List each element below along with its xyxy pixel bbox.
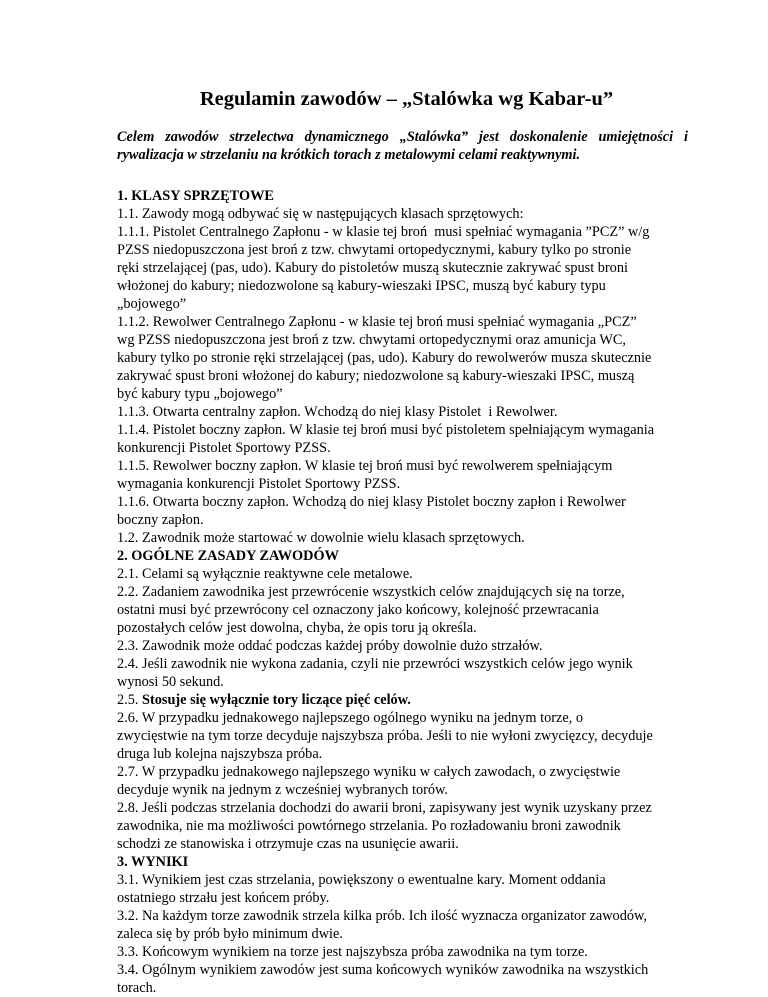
regulation-line: 1.1.3. Otwarta centralny zapłon. Wchodzą do niej klasy Pistolet i Rewolwer. xyxy=(117,404,558,420)
regulation-line: PZSS niedopuszczona jest broń z tzw. chwytami ortopedycznymi, kabury tylko po stronie xyxy=(117,242,632,258)
regulation-line: 1.1.2. Rewolwer Centralnego Zapłonu - w klasie tej broń musi spełniać wymagania „PCZ” xyxy=(117,314,637,330)
regulation-body xyxy=(117,187,688,997)
regulation-line: konkurencji Pistolet Sportowy PZSS. xyxy=(117,440,331,456)
regulation-line: 1.2. Zawodnik może startować w dowolnie wielu klasach sprzętowych. xyxy=(117,530,525,546)
section-heading: 2. OGÓLNE ZASADY ZAWODÓW xyxy=(117,548,339,564)
regulation-line: 2.8. Jeśli podczas strzelania dochodzi do awarii broni, zapisywany jest wynik uzyskany przez xyxy=(117,800,652,816)
regulation-line: ręki strzelającej (pas, udo). Kabury do pistoletów muszą skutecznie zakrywać spust broni xyxy=(117,260,628,276)
regulation-line: zaleca się by prób było minimum dwie. xyxy=(117,926,343,942)
regulation-line: 3.4. Ogólnym wynikiem zawodów jest suma końcowych wyników zawodnika na wszystkich xyxy=(117,962,649,978)
regulation-line: 2.3. Zawodnik może oddać podczas każdej próby dowolnie dużo strzałów. xyxy=(117,638,543,654)
regulation-line: 1.1. Zawody mogą odbywać się w następujących klasach sprzętowych: xyxy=(117,206,524,222)
regulation-line: 2.2. Zadaniem zawodnika jest przewrócenie wszystkich celów znajdujących się na torze, xyxy=(117,584,625,600)
intro-paragraph: Celem zawodów strzelectwa dynamicznego „Stalówka” jest doskonalenie umiejętności i rywalizacja w strzelaniu na krótkich torach z metalowymi celami reaktywnymi. xyxy=(117,129,688,163)
section-2-lines-b xyxy=(117,709,688,853)
regulation-line: wymagania konkurencji Pistolet Sportowy PZSS. xyxy=(117,476,401,492)
regulation-line: 1.1.5. Rewolwer boczny zapłon. W klasie tej broń musi być rewolwerem spełniającym xyxy=(117,458,613,474)
regulation-line: kabury tylko po stronie ręki strzelającej (pas, udo). Kabury do rewolwerów musza skutecznie xyxy=(117,350,652,366)
regulation-line-2-5 xyxy=(117,691,688,709)
regulation-line: 1.1.1. Pistolet Centralnego Zapłonu - w klasie tej broń musi spełniać wymagania ”PCZ” w/g xyxy=(117,224,650,240)
regulation-line: włożonej do kabury; niedozwolone są kabury-wieszaki IPSC, muszą być kabury typu xyxy=(117,278,606,294)
section-3-lines xyxy=(117,871,688,997)
regulation-line: ostatni musi być przewrócony cel oznaczony jako końcowy, kolejność przewracania xyxy=(117,602,599,618)
regulation-line: 2.6. W przypadku jednakowego najlepszego ogólnego wyniku na jednym torze, o xyxy=(117,710,583,726)
document-title: Regulamin zawodów – „Stalówka wg Kabar-u” xyxy=(199,88,614,110)
item-number: 2.5. xyxy=(117,692,143,708)
regulation-line: być kabury typu „bojowego” xyxy=(117,386,283,402)
regulation-line: 1.1.6. Otwarta boczny zapłon. Wchodzą do niej klasy Pistolet boczny zapłon i Rewolwer xyxy=(117,494,626,510)
regulation-line: 2.1. Celami są wyłącznie reaktywne cele metalowe. xyxy=(117,566,413,582)
regulation-line: zwycięstwie na tym torze decyduje najszybsza próba. Jeśli to nie wyłoni zwycięzcy, decyduje xyxy=(117,728,653,744)
regulation-line: pozostałych celów jest dowolna, chyba, że opis toru ją określa. xyxy=(117,620,477,636)
regulation-line: wg PZSS niedopuszczona jest broń z tzw. chwytami ortopedycznymi oraz amunicja WC, xyxy=(117,332,626,348)
regulation-line: torach. xyxy=(117,980,157,996)
section-2-lines-a xyxy=(117,565,688,691)
regulation-line: zawodnika, nie ma możliwości powtórnego strzelania. Po rozładowaniu broni zawodnik xyxy=(117,818,621,834)
regulation-line: druga lub kolejna najszybsza próba. xyxy=(117,746,323,762)
regulation-line: ostatniego strzału jest końcem próby. xyxy=(117,890,330,906)
regulation-line: boczny zapłon. xyxy=(117,512,204,528)
regulation-line: 3.3. Końcowym wynikiem na torze jest najszybsza próba zawodnika na tym torze. xyxy=(117,944,588,960)
regulation-line: wynosi 50 sekund. xyxy=(117,674,224,690)
section-heading: 3. WYNIKI xyxy=(117,854,189,870)
regulation-line: zakrywać spust broni włożonej do kabury; niedozwolone są kabury-wieszaki IPSC, muszą xyxy=(117,368,635,384)
regulation-line: schodzi ze stanowiska i otrzymuje czas na usunięcie awarii. xyxy=(117,836,459,852)
section-1-lines xyxy=(117,205,688,547)
regulation-line: 1.1.4. Pistolet boczny zapłon. W klasie tej broń musi być pistoletem spełniającym wymagania xyxy=(117,422,655,438)
regulation-line: 3.1. Wynikiem jest czas strzelania, powiększony o ewentualne kary. Moment oddania xyxy=(117,872,606,888)
regulation-line: „bojowego” xyxy=(117,296,187,312)
regulation-line: 3.2. Na każdym torze zawodnik strzela kilka prób. Ich ilość wyznacza organizator zawodów, xyxy=(117,908,647,924)
regulation-line: 2.4. Jeśli zawodnik nie wykona zadania, czyli nie przewróci wszystkich celów jego wynik xyxy=(117,656,633,672)
bold-rule-text: Stosuje się wyłącznie tory liczące pięć celów. xyxy=(142,692,411,708)
regulation-line: 2.7. W przypadku jednakowego najlepszego wyniku w całych zawodach, o zwycięstwie xyxy=(117,764,621,780)
regulation-line: decyduje wynik na jednym z wcześniej wybranych torów. xyxy=(117,782,448,798)
section-heading: 1. KLASY SPRZĘTOWE xyxy=(117,188,274,204)
